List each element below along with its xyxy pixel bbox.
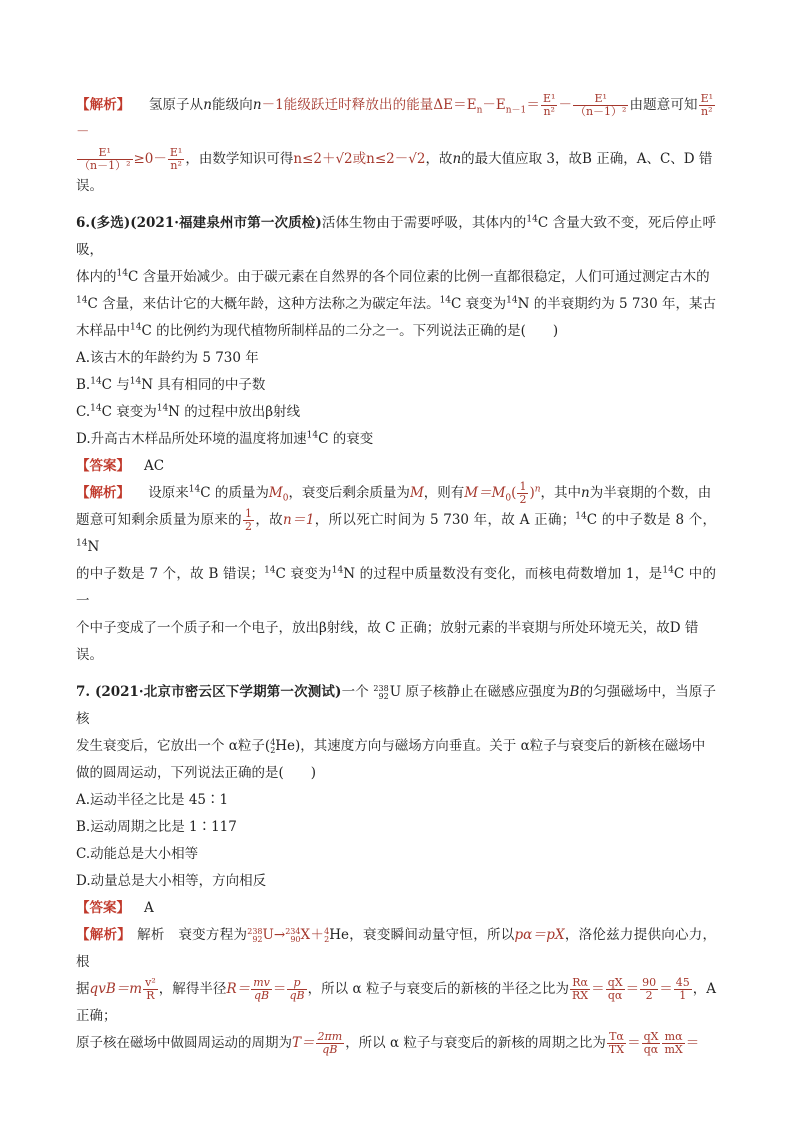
answer-label: 【答案】	[76, 900, 130, 916]
text: 2	[324, 934, 330, 944]
fraction	[573, 93, 629, 117]
text: C.动能总是大小相等	[76, 846, 199, 862]
text: ＝	[685, 1035, 700, 1051]
text: 个中子变成了一个质子和一个电子，放出β射线，故 C 正确；放射元素的半衰期与所处环境无关，故D 错	[76, 620, 699, 636]
text: qB	[253, 989, 270, 1002]
text: 92	[378, 691, 389, 701]
text: 一个	[341, 684, 369, 700]
text: M＝M	[464, 485, 506, 501]
text: E¹	[169, 146, 183, 160]
answer-label: 【答案】	[76, 458, 130, 474]
text: C 衰变为	[275, 566, 332, 582]
fraction	[517, 481, 528, 505]
text: 题意可知剩余质量为原来的	[76, 512, 242, 528]
text: 45	[675, 976, 690, 990]
fraction	[77, 147, 133, 171]
text: 14	[90, 403, 102, 414]
text: 14	[156, 403, 169, 414]
fraction	[168, 147, 184, 171]
text: C 含量大致不变，死后停止呼吸，	[76, 215, 717, 258]
text: 14	[331, 565, 344, 576]
analysis-paragraph-1-line2	[76, 146, 716, 173]
text: 14	[506, 295, 518, 306]
answer-value: AC	[144, 458, 165, 474]
text: D.升高古木样品所处环境的温度将加速	[76, 431, 307, 447]
text: ，所以 α 粒子与衰变后的新核的半径之比为	[307, 981, 569, 997]
text: 14	[90, 376, 102, 387]
answer-row	[76, 895, 716, 922]
nuclide-x	[285, 928, 300, 944]
text: C 衰变为	[101, 404, 157, 420]
text: 做的圆周运动，下列说法正确的是( )	[76, 765, 317, 781]
text: N 的过程中质量数没有变化，而核电荷数增加 1，是	[343, 566, 663, 582]
question-7-stem	[76, 679, 716, 787]
text: T＝	[292, 1035, 315, 1051]
text: 设原来	[148, 485, 189, 501]
text: pα＝pX	[514, 927, 565, 943]
text: ，A 正确；	[76, 981, 717, 1024]
text: mX	[664, 1043, 683, 1056]
text: 90	[290, 934, 301, 944]
fraction	[662, 1031, 684, 1055]
text: 误。	[76, 647, 103, 663]
text: N	[87, 539, 100, 555]
text: Rα	[570, 977, 590, 990]
text: M	[409, 485, 424, 501]
fraction	[143, 977, 158, 1001]
text: 238	[247, 926, 263, 936]
text: 解析 衰变方程为	[137, 927, 248, 943]
fraction	[606, 977, 625, 1001]
fraction	[607, 1031, 626, 1055]
text: p	[287, 977, 306, 990]
text: C 与	[101, 377, 130, 393]
text: n²	[543, 105, 555, 118]
text: qX	[607, 976, 623, 990]
text: qX	[643, 1030, 659, 1044]
answer-value: A	[144, 900, 154, 916]
option-b	[76, 814, 716, 841]
text: (	[511, 485, 517, 501]
text: 2πm	[317, 1030, 343, 1044]
text: ，所以死亡时间为 5 730 年，故 A 正确；	[314, 512, 576, 528]
text: qα	[643, 1043, 659, 1056]
text: 14	[662, 565, 674, 576]
text: ，故	[254, 512, 283, 528]
text: E¹	[77, 147, 133, 160]
text: 氢原子从	[148, 97, 204, 113]
text: 14	[76, 538, 88, 549]
text: C 衰变为	[451, 296, 507, 312]
text: qvB＝m	[89, 981, 143, 997]
text: 14	[76, 295, 88, 306]
text: D.动量总是大小相等，方向相反	[76, 873, 267, 889]
text: C 的质量为	[200, 485, 269, 501]
text: ，则有	[423, 485, 465, 501]
text: E¹	[700, 92, 714, 106]
text: C 的比例约为现代植物所制样品的二分之一。下列说法正确的是( )	[141, 323, 559, 339]
inequality-result: n≤2＋√2或n≤2－√2	[293, 151, 426, 167]
question-6-stem	[76, 210, 716, 345]
text: ＝	[659, 981, 673, 997]
text: 活体生物由于需要呼吸，其体内的	[321, 215, 527, 231]
nuclide-u	[373, 685, 388, 701]
text: U→	[262, 927, 286, 943]
text: He，衰变瞬间动量守恒，所以	[329, 927, 515, 943]
text: v²	[145, 976, 156, 990]
text: E¹	[573, 93, 629, 106]
text: ，衰变后剩余质量为	[288, 485, 410, 501]
text: C 的衰变	[318, 431, 374, 447]
document-page	[76, 92, 716, 1057]
fraction	[541, 93, 557, 117]
analysis-paragraph-1: 【解析】 氢原子从n能级向n－1能级跃迁时释放出的能量$\Delta E=E_n-E_{n-1}=$ $\frac{\text{E¹}}{\text{n²}}$ － $\frac{\text{E¹}}{\text{（n－1）²}}$ 由题意可知 $\frac{\text{E¹}}{\text{n²}}$ －	[76, 92, 714, 140]
text: RX	[572, 989, 589, 1002]
text: n	[581, 485, 590, 501]
analysis-label: 【解析】	[76, 927, 132, 943]
text: C 含量，来估计它的大概年龄，这种方法称之为碳定年法。	[87, 296, 440, 312]
text: N 具有相同的中子数	[141, 377, 266, 393]
text: R	[146, 989, 155, 1002]
fraction	[642, 1031, 661, 1055]
text: 发生衰变后，它放出一个 α粒子(	[76, 738, 271, 754]
text: n²	[701, 105, 713, 118]
math-n: n	[252, 97, 262, 113]
fraction	[243, 508, 254, 532]
text: 误。	[76, 178, 103, 194]
text: 92	[252, 934, 263, 944]
text: B.	[76, 377, 91, 393]
analysis-paragraph-1-line3	[76, 173, 716, 200]
inequality: ≥0－	[133, 151, 167, 167]
fraction	[251, 977, 272, 1001]
fraction	[699, 93, 715, 117]
text: 为半衰期的个数，由	[589, 485, 712, 501]
text: 14	[129, 376, 142, 387]
text: mα	[662, 1031, 684, 1044]
text: C 含量开始减少。由于碳元素在自然界的各个同位素的比例一直都很稳定，人们可通过测定古木的	[127, 269, 710, 285]
question-7-analysis	[76, 922, 716, 1057]
text: X＋	[300, 927, 325, 943]
subscript: n	[476, 105, 483, 116]
analysis-label: 【解析】	[76, 485, 130, 501]
text: 238	[373, 683, 389, 693]
text: 的匀强磁场中，当原子核	[76, 684, 717, 727]
text: U 原子核静止在磁感应强度为	[389, 684, 570, 700]
text: n	[534, 484, 541, 495]
option-c	[76, 841, 716, 868]
text: 0	[282, 493, 289, 504]
fraction	[316, 1031, 345, 1055]
text: 234	[285, 926, 301, 936]
text: ，所以 α 粒子与衰变后的新核的周期之比为	[345, 1035, 606, 1051]
text: A.该古木的年龄约为 5 730 年	[76, 350, 259, 366]
option-a	[76, 787, 716, 814]
text: mv	[253, 976, 270, 990]
text: 据	[76, 981, 90, 997]
text: M	[268, 485, 283, 501]
option-b	[76, 372, 716, 399]
text: TX	[608, 1043, 625, 1056]
text: qB	[289, 989, 305, 1002]
text: 14	[116, 268, 128, 279]
question-6-analysis	[76, 480, 716, 669]
text: qα	[607, 989, 623, 1002]
text: He)，其速度方向与磁场方向垂直。关于 α粒子与衰变后的新核在磁场中	[275, 738, 706, 754]
text: 的中子数是 7 个，故 B 错误；	[76, 566, 265, 582]
text: 14	[130, 322, 142, 333]
text: 木样品中	[76, 323, 130, 339]
text: ＝	[272, 981, 287, 997]
text: C 的中子数是 8 个，	[586, 512, 717, 528]
text: n²	[170, 159, 182, 172]
text: 14	[575, 511, 587, 522]
text: B	[569, 684, 580, 700]
text: （n－1）²	[574, 105, 627, 118]
text: B.运动周期之比是 1∶117	[76, 819, 237, 835]
math-n: n	[203, 97, 212, 113]
text: C.	[76, 404, 91, 420]
text: 1	[679, 989, 687, 1002]
text: ＝	[625, 981, 640, 997]
text: 由题意可知	[629, 97, 698, 113]
energy-formula: －E	[482, 97, 506, 113]
equals: ＝	[526, 97, 540, 113]
text: 90	[642, 976, 657, 990]
math-n: n	[452, 151, 462, 167]
text: 4	[324, 926, 330, 936]
text: 能级向	[211, 97, 253, 113]
text: 的最大值应取 3，故B 正确，A、C、D 错	[461, 151, 713, 167]
text: ，故	[425, 151, 453, 167]
text: 14	[188, 484, 201, 495]
text: 2	[244, 520, 252, 533]
option-d	[76, 426, 716, 453]
text: （n－1）²	[79, 159, 131, 172]
text: E¹	[543, 92, 556, 106]
option-c	[76, 399, 716, 426]
text: 14	[439, 295, 452, 306]
option-d	[76, 868, 716, 895]
text: N 的半衰期约为 5 730 年，某古	[517, 296, 716, 312]
text: R＝	[226, 981, 251, 997]
question-source: 7. (2021·北京市密云区下学期第一次测试)	[76, 684, 342, 700]
text: ，其中	[540, 485, 582, 501]
text: 2	[270, 745, 276, 755]
text: ，解得半径	[158, 981, 227, 997]
text: ＝	[627, 1035, 641, 1051]
text: 0	[505, 493, 512, 504]
fraction	[640, 977, 658, 1001]
answer-row	[76, 453, 716, 480]
text: A.运动半径之比是 45∶1	[76, 792, 229, 808]
text: N 的过程中放出β射线	[168, 404, 301, 420]
text: )	[529, 485, 535, 501]
text: 2	[519, 493, 527, 506]
text: 2	[645, 989, 653, 1002]
text: 1	[244, 507, 252, 521]
text: 4	[270, 737, 276, 747]
fraction	[570, 977, 590, 1001]
text: Tα	[607, 1031, 626, 1044]
nuclide-u	[247, 928, 262, 944]
text: ＝	[591, 981, 605, 997]
fraction	[674, 977, 692, 1001]
text: ，洛伦兹力提供向心力，根	[76, 927, 717, 970]
text: 体内的	[76, 269, 117, 285]
subscript: n－1	[505, 105, 527, 116]
question-source: 6.(多选)(2021·福建泉州市第一次质检)	[76, 215, 322, 231]
option-a	[76, 345, 716, 372]
text: 14	[264, 565, 276, 576]
text: C 中的一	[76, 566, 716, 609]
fraction	[287, 977, 306, 1001]
analysis-label: 【解析】	[76, 97, 131, 113]
text: qB	[322, 1043, 338, 1056]
text: n＝1	[282, 512, 315, 528]
text: ，由数学知识可得	[185, 151, 294, 167]
energy-formula: －1能级跃迁时释放出的能量ΔE＝E	[261, 97, 477, 113]
text: 原子核在磁场中做圆周运动的周期为	[76, 1035, 292, 1051]
text: 14	[306, 430, 319, 441]
text: 14	[526, 214, 538, 225]
text: 1	[519, 480, 527, 494]
